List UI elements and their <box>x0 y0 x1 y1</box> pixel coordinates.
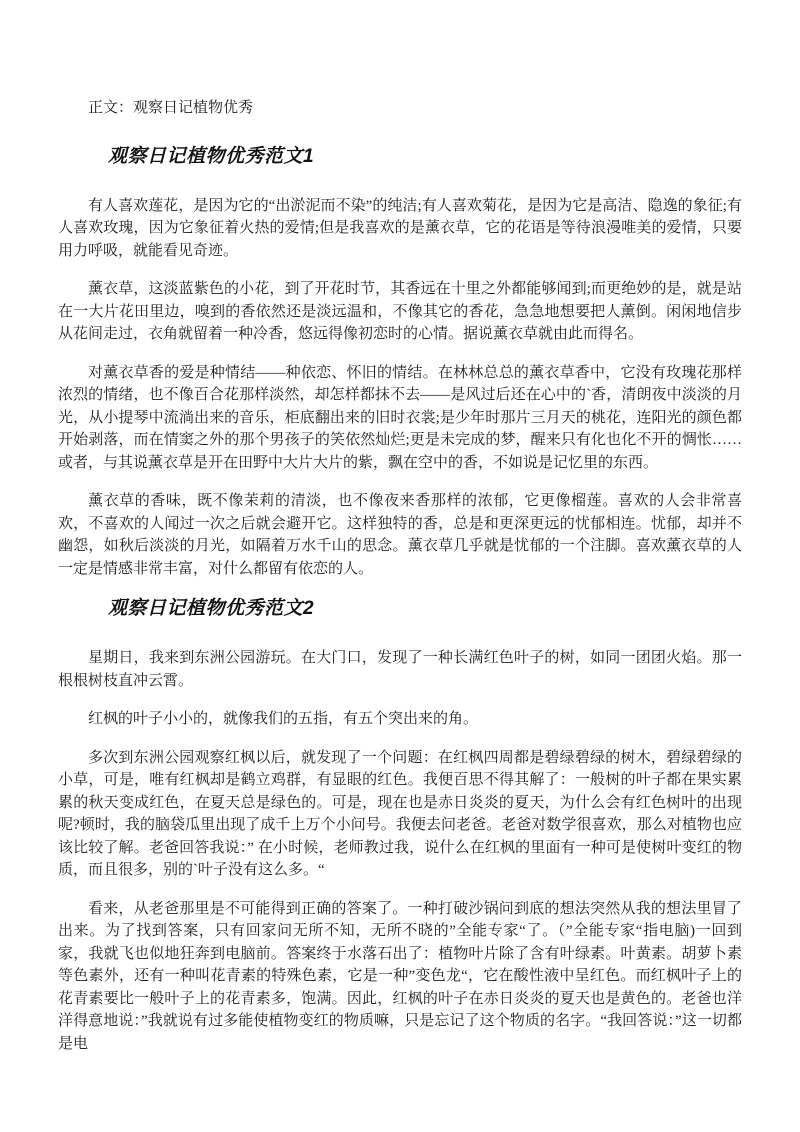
section-1-paragraph-1: 有人喜欢莲花，是因为它的“出淤泥而不染”的纯洁;有人喜欢菊花，是因为它是高洁、隐逸的象征;有人喜欢玫瑰，因为它象征着火热的爱情;但是我喜欢的是薰衣草，它的花语是等待浪漫唯美的爱情，只要用力呼吸，就能看见奇迹。 <box>58 197 742 259</box>
section-1-paragraph-3: 对薰衣草香的爱是种情结——种依恋、怀旧的情结。在林林总总的薰衣草香中，它没有玫瑰花那样浓烈的情绪，也不像百合花那样淡然，却怎样都抹不去——是风过后还在心中的`香，清朗夜中淡淡的月光，从小提琴中流淌出来的音乐，柜底翻出来的旧时衣裳;是少年时那片三月天的桃花，连阳光的颜色都开始剥落，而在情窦之外的那个男孩子的笑依然灿烂;更是未完成的梦，醒来只有化也化不开的惆怅……或者，与其说薰衣草是开在田野中大片大片的紫，飘在空中的香，不如说是记忆里的东西。 <box>58 364 742 471</box>
section-1-paragraph-4: 薰衣草的香味，既不像茉莉的清淡，也不像夜来香那样的浓郁，它更像榴莲。喜欢的人会非常喜欢，不喜欢的人闻过一次之后就会避开它。这样独特的香，总是和更深更远的忧郁相连。忧郁，却并不幽怨，如秋后淡淡的月光，如隔着万水千山的思念。薰衣草几乎就是忧郁的一个注脚。喜欢薰衣草的人一定是情感非常丰富，对什么都留有依恋的人。 <box>58 493 742 577</box>
section-2-paragraph-2: 红枫的叶子小小的，就像我们的五指，有五个突出来的角。 <box>88 711 479 727</box>
section-2-paragraph-3: 多次到东洲公园观察红枫以后，就发现了一个问题：在红枫四周都是碧绿碧绿的树木，碧绿碧绿的小草，可是，唯有红枫却是鹤立鸡群，有显眼的红色。我便百思不得其解了：一般树的叶子都在果实累累的秋天变成红色，在夏天总是绿色的。可是，现在也是赤日炎炎的夏天，为什么会有红色树叶的出现呢?顿时，我的脑袋瓜里出现了成千上万个小问号。我便去问老爸。老爸对数学很喜欢，那么对植物也应该比较了解。老爸回答我说：” 在小时候，老师教过我，说什么在红枫的里面有一种可是使树叶变红的物质，而且很多，别的`叶子没有这么多。“ <box>58 749 742 878</box>
intro-line: 正文：观察日记植物优秀 <box>88 100 254 116</box>
section-1-paragraph-2: 薰衣草，这淡蓝紫色的小花，到了开花时节，其香远在十里之外都能够闻到;而更绝妙的是，就是站在一大片花田里边，嗅到的香依然还是淡远温和，不像其它的香花，急急地想要把人薰倒。闲闲地信步从花间走过，衣角就留着一种冷香，悠远得像初恋时的心情。据说薰衣草就由此而得名。 <box>58 281 742 342</box>
section-2-paragraph-1: 星期日，我来到东洲公园游玩。在大门口，发现了一种长满红色叶子的树，如同一团团火焰。那一根根树枝直冲云霄。 <box>58 650 742 689</box>
section-1-heading: 观察日记植物优秀范文1 <box>108 145 315 167</box>
section-2-paragraph-4: 看来，从老爸那里是不可能得到正确的答案了。一种打破沙锅问到底的想法突然从我的想法里冒了出来。为了找到答案，只有回家问无所不知，无所不晓的”全能专家“了。（”全能专家“指电脑)一回到家，我就飞也似地狂奔到电脑前。答案终于水落石出了：植物叶片除了含有叶绿素。叶黄素。胡萝卜素等色素外，还有一种叫花青素的特殊色素，它是一种”变色龙“，它在酸性液中呈红色。而红枫叶子上的花青素要比一般叶子上的花青素多，饱满。因此，红枫的叶子在赤日炎炎的夏天也是黄色的。老爸也洋洋得意地说：”我就说有过多能使植物变红的物质嘛，只是忘记了这个物质的名字。“我回答说：”这一切都是电 <box>58 900 742 1052</box>
section-2-heading: 观察日记植物优秀范文2 <box>108 598 315 619</box>
